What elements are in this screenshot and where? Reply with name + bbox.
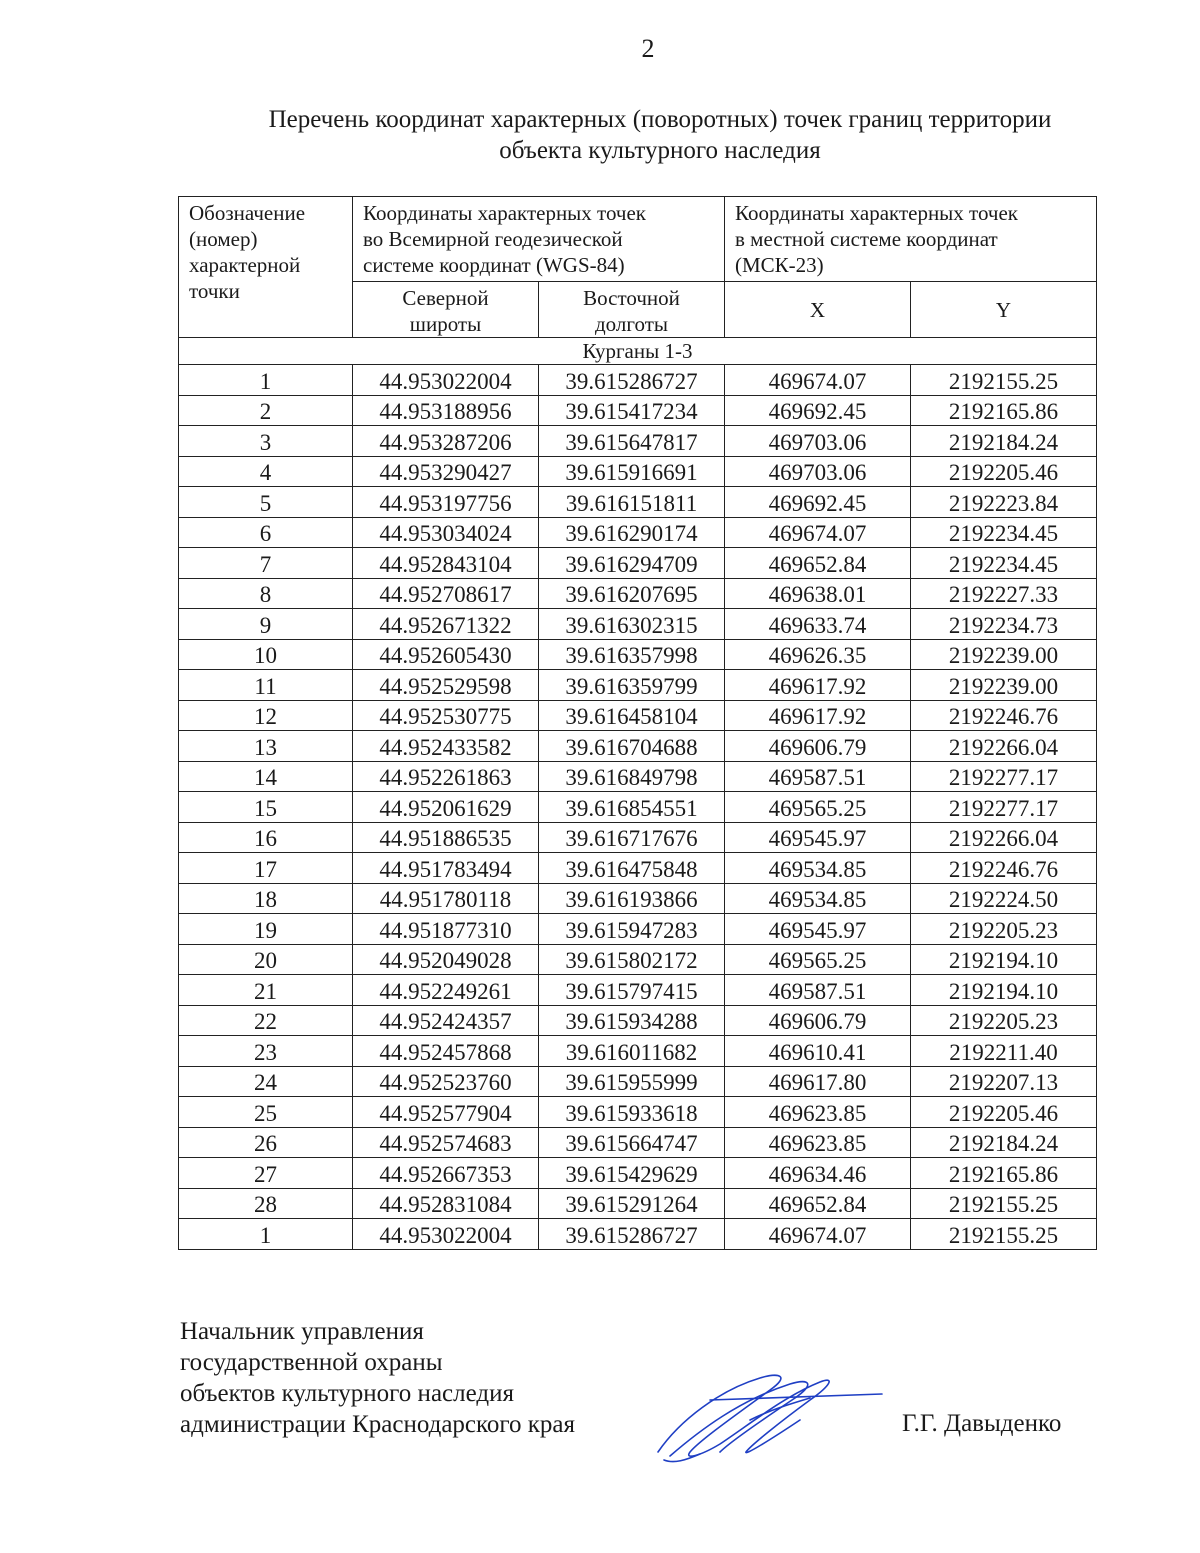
table-row bbox=[179, 1066, 1097, 1097]
table-row bbox=[179, 609, 1097, 640]
cell-x: 469617.80 bbox=[725, 1066, 911, 1097]
cell-north-latitude: 44.952667353 bbox=[353, 1158, 539, 1189]
document-title-line-1: Перечень координат характерных (поворотных) точек границ территории bbox=[268, 106, 1052, 133]
cell-y: 2192227.33 bbox=[911, 578, 1097, 609]
header-north-latitude: Северной широты bbox=[353, 282, 539, 338]
cell-y: 2192184.24 bbox=[911, 426, 1097, 457]
cell-point-number: 23 bbox=[179, 1036, 353, 1067]
cell-x: 469703.06 bbox=[725, 456, 911, 487]
cell-y: 2192277.17 bbox=[911, 761, 1097, 792]
cell-north-latitude: 44.952433582 bbox=[353, 731, 539, 762]
cell-y: 2192165.86 bbox=[911, 395, 1097, 426]
cell-x: 469623.85 bbox=[725, 1127, 911, 1158]
cell-x: 469634.46 bbox=[725, 1158, 911, 1189]
cell-x: 469534.85 bbox=[725, 853, 911, 884]
cell-point-number: 14 bbox=[179, 761, 353, 792]
cell-point-number: 15 bbox=[179, 792, 353, 823]
cell-point-number: 6 bbox=[179, 517, 353, 548]
table-row bbox=[179, 792, 1097, 823]
cell-north-latitude: 44.952530775 bbox=[353, 700, 539, 731]
cell-x: 469545.97 bbox=[725, 914, 911, 945]
table-row bbox=[179, 944, 1097, 975]
cell-point-number: 18 bbox=[179, 883, 353, 914]
cell-point-number: 4 bbox=[179, 456, 353, 487]
cell-x: 469587.51 bbox=[725, 761, 911, 792]
cell-y: 2192194.10 bbox=[911, 944, 1097, 975]
cell-north-latitude: 44.952424357 bbox=[353, 1005, 539, 1036]
table-row bbox=[179, 700, 1097, 731]
cell-north-latitude: 44.952577904 bbox=[353, 1097, 539, 1128]
cell-y: 2192234.45 bbox=[911, 517, 1097, 548]
cell-point-number: 5 bbox=[179, 487, 353, 518]
cell-north-latitude: 44.951783494 bbox=[353, 853, 539, 884]
cell-north-latitude: 44.952049028 bbox=[353, 944, 539, 975]
cell-north-latitude: 44.952831084 bbox=[353, 1188, 539, 1219]
header-wgs84-coordinates: Координаты характерных точек во Всемирной геодезической системе координат (WGS-84) bbox=[353, 197, 725, 282]
cell-y: 2192239.00 bbox=[911, 639, 1097, 670]
cell-north-latitude: 44.951780118 bbox=[353, 883, 539, 914]
cell-north-latitude: 44.952708617 bbox=[353, 578, 539, 609]
cell-y: 2192266.04 bbox=[911, 731, 1097, 762]
table-row bbox=[179, 395, 1097, 426]
cell-x: 469623.85 bbox=[725, 1097, 911, 1128]
cell-east-longitude: 39.615647817 bbox=[539, 426, 725, 457]
cell-x: 469674.07 bbox=[725, 517, 911, 548]
cell-point-number: 19 bbox=[179, 914, 353, 945]
cell-x: 469652.84 bbox=[725, 1188, 911, 1219]
cell-x: 469617.92 bbox=[725, 700, 911, 731]
cell-y: 2192205.23 bbox=[911, 1005, 1097, 1036]
table-row bbox=[179, 1127, 1097, 1158]
cell-north-latitude: 44.951886535 bbox=[353, 822, 539, 853]
cell-x: 469703.06 bbox=[725, 426, 911, 457]
cell-y: 2192234.73 bbox=[911, 609, 1097, 640]
cell-point-number: 1 bbox=[179, 365, 353, 396]
table-row bbox=[179, 853, 1097, 884]
header-y: Y bbox=[911, 282, 1097, 338]
cell-east-longitude: 39.616290174 bbox=[539, 517, 725, 548]
cell-north-latitude: 44.952457868 bbox=[353, 1036, 539, 1067]
header-msk23-coordinates: Координаты характерных точек в местной системе координат (МСК-23) bbox=[725, 197, 1097, 282]
cell-x: 469606.79 bbox=[725, 1005, 911, 1036]
cell-point-number: 25 bbox=[179, 1097, 353, 1128]
cell-y: 2192207.13 bbox=[911, 1066, 1097, 1097]
document-title-line-2: объекта культурного наследия bbox=[499, 137, 821, 164]
cell-point-number: 8 bbox=[179, 578, 353, 609]
header-point-designation: Обозначение (номер) характерной точки bbox=[179, 197, 353, 338]
cell-point-number: 3 bbox=[179, 426, 353, 457]
table-row bbox=[179, 517, 1097, 548]
cell-y: 2192239.00 bbox=[911, 670, 1097, 701]
cell-y: 2192194.10 bbox=[911, 975, 1097, 1006]
cell-east-longitude: 39.616717676 bbox=[539, 822, 725, 853]
cell-y: 2192184.24 bbox=[911, 1127, 1097, 1158]
cell-y: 2192266.04 bbox=[911, 822, 1097, 853]
cell-point-number: 12 bbox=[179, 700, 353, 731]
cell-y: 2192205.46 bbox=[911, 1097, 1097, 1128]
handwritten-signature bbox=[650, 1360, 890, 1470]
table-row bbox=[179, 487, 1097, 518]
cell-north-latitude: 44.953034024 bbox=[353, 517, 539, 548]
cell-east-longitude: 39.615291264 bbox=[539, 1188, 725, 1219]
signatory-position-line-2: государственной охраны bbox=[180, 1349, 443, 1376]
cell-x: 469638.01 bbox=[725, 578, 911, 609]
table-row bbox=[179, 456, 1097, 487]
table-row bbox=[179, 365, 1097, 396]
table-row bbox=[179, 1097, 1097, 1128]
header-east-longitude: Восточной долготы bbox=[539, 282, 725, 338]
cell-point-number: 13 bbox=[179, 731, 353, 762]
cell-x: 469617.92 bbox=[725, 670, 911, 701]
table-row bbox=[179, 914, 1097, 945]
cell-x: 469674.07 bbox=[725, 365, 911, 396]
table-row bbox=[179, 578, 1097, 609]
cell-east-longitude: 39.616849798 bbox=[539, 761, 725, 792]
document-title bbox=[120, 104, 1200, 166]
table-row bbox=[179, 670, 1097, 701]
cell-y: 2192155.25 bbox=[911, 1219, 1097, 1250]
page-number: 2 bbox=[641, 34, 655, 63]
cell-north-latitude: 44.953022004 bbox=[353, 1219, 539, 1250]
cell-north-latitude: 44.952671322 bbox=[353, 609, 539, 640]
cell-east-longitude: 39.615417234 bbox=[539, 395, 725, 426]
cell-y: 2192155.25 bbox=[911, 1188, 1097, 1219]
cell-x: 469692.45 bbox=[725, 487, 911, 518]
cell-east-longitude: 39.616193866 bbox=[539, 883, 725, 914]
table-row bbox=[179, 883, 1097, 914]
table-row bbox=[179, 1188, 1097, 1219]
cell-east-longitude: 39.615797415 bbox=[539, 975, 725, 1006]
cell-y: 2192223.84 bbox=[911, 487, 1097, 518]
cell-north-latitude: 44.951877310 bbox=[353, 914, 539, 945]
cell-point-number: 10 bbox=[179, 639, 353, 670]
cell-point-number: 27 bbox=[179, 1158, 353, 1189]
cell-east-longitude: 39.616458104 bbox=[539, 700, 725, 731]
cell-point-number: 16 bbox=[179, 822, 353, 853]
cell-east-longitude: 39.615286727 bbox=[539, 365, 725, 396]
cell-east-longitude: 39.615933618 bbox=[539, 1097, 725, 1128]
cell-y: 2192205.46 bbox=[911, 456, 1097, 487]
section-label: Курганы 1-3 bbox=[179, 338, 1097, 365]
cell-point-number: 21 bbox=[179, 975, 353, 1006]
cell-y: 2192211.40 bbox=[911, 1036, 1097, 1067]
cell-north-latitude: 44.953188956 bbox=[353, 395, 539, 426]
cell-east-longitude: 39.616854551 bbox=[539, 792, 725, 823]
cell-east-longitude: 39.616207695 bbox=[539, 578, 725, 609]
cell-x: 469534.85 bbox=[725, 883, 911, 914]
cell-north-latitude: 44.952605430 bbox=[353, 639, 539, 670]
table-row bbox=[179, 1158, 1097, 1189]
cell-point-number: 24 bbox=[179, 1066, 353, 1097]
cell-east-longitude: 39.616704688 bbox=[539, 731, 725, 762]
cell-y: 2192224.50 bbox=[911, 883, 1097, 914]
cell-x: 469565.25 bbox=[725, 792, 911, 823]
cell-east-longitude: 39.616475848 bbox=[539, 853, 725, 884]
table-row bbox=[179, 1005, 1097, 1036]
table-row bbox=[179, 761, 1097, 792]
cell-point-number: 20 bbox=[179, 944, 353, 975]
cell-y: 2192155.25 bbox=[911, 365, 1097, 396]
cell-east-longitude: 39.616151811 bbox=[539, 487, 725, 518]
table-header-row bbox=[179, 197, 1097, 282]
table-row bbox=[179, 426, 1097, 457]
signatory-position-line-1: Начальник управления bbox=[180, 1318, 424, 1345]
cell-x: 469545.97 bbox=[725, 822, 911, 853]
table-row bbox=[179, 1036, 1097, 1067]
cell-y: 2192234.45 bbox=[911, 548, 1097, 579]
cell-north-latitude: 44.952061629 bbox=[353, 792, 539, 823]
cell-y: 2192246.76 bbox=[911, 853, 1097, 884]
cell-point-number: 9 bbox=[179, 609, 353, 640]
table-row bbox=[179, 548, 1097, 579]
table-row bbox=[179, 975, 1097, 1006]
cell-north-latitude: 44.952523760 bbox=[353, 1066, 539, 1097]
cell-x: 469692.45 bbox=[725, 395, 911, 426]
cell-x: 469633.74 bbox=[725, 609, 911, 640]
signature-strokes bbox=[658, 1375, 882, 1461]
table-row bbox=[179, 731, 1097, 762]
table-row bbox=[179, 639, 1097, 670]
cell-east-longitude: 39.616359799 bbox=[539, 670, 725, 701]
cell-x: 469652.84 bbox=[725, 548, 911, 579]
cell-east-longitude: 39.615934288 bbox=[539, 1005, 725, 1036]
cell-point-number: 17 bbox=[179, 853, 353, 884]
section-row bbox=[179, 338, 1097, 365]
header-x: X bbox=[725, 282, 911, 338]
signatory-name: Г.Г. Давыденко bbox=[902, 1410, 1062, 1437]
table-row bbox=[179, 822, 1097, 853]
cell-y: 2192277.17 bbox=[911, 792, 1097, 823]
cell-east-longitude: 39.615947283 bbox=[539, 914, 725, 945]
cell-y: 2192246.76 bbox=[911, 700, 1097, 731]
cell-north-latitude: 44.952574683 bbox=[353, 1127, 539, 1158]
cell-point-number: 2 bbox=[179, 395, 353, 426]
cell-east-longitude: 39.616294709 bbox=[539, 548, 725, 579]
cell-x: 469626.35 bbox=[725, 639, 911, 670]
signatory-position-line-3: объектов культурного наследия bbox=[180, 1380, 514, 1407]
cell-north-latitude: 44.953290427 bbox=[353, 456, 539, 487]
cell-east-longitude: 39.615916691 bbox=[539, 456, 725, 487]
cell-north-latitude: 44.952261863 bbox=[353, 761, 539, 792]
cell-north-latitude: 44.952843104 bbox=[353, 548, 539, 579]
cell-point-number: 1 bbox=[179, 1219, 353, 1250]
cell-east-longitude: 39.616302315 bbox=[539, 609, 725, 640]
cell-north-latitude: 44.952249261 bbox=[353, 975, 539, 1006]
cell-y: 2192205.23 bbox=[911, 914, 1097, 945]
cell-east-longitude: 39.615429629 bbox=[539, 1158, 725, 1189]
cell-point-number: 11 bbox=[179, 670, 353, 701]
cell-x: 469606.79 bbox=[725, 731, 911, 762]
cell-point-number: 28 bbox=[179, 1188, 353, 1219]
cell-north-latitude: 44.953287206 bbox=[353, 426, 539, 457]
table-row bbox=[179, 1219, 1097, 1250]
cell-point-number: 26 bbox=[179, 1127, 353, 1158]
signatory-position-line-4: администрации Краснодарского края bbox=[180, 1411, 576, 1438]
table-body bbox=[179, 338, 1097, 1250]
cell-x: 469674.07 bbox=[725, 1219, 911, 1250]
cell-x: 469565.25 bbox=[725, 944, 911, 975]
cell-east-longitude: 39.615955999 bbox=[539, 1066, 725, 1097]
cell-east-longitude: 39.616011682 bbox=[539, 1036, 725, 1067]
cell-north-latitude: 44.952529598 bbox=[353, 670, 539, 701]
cell-east-longitude: 39.616357998 bbox=[539, 639, 725, 670]
cell-north-latitude: 44.953022004 bbox=[353, 365, 539, 396]
coordinates-table bbox=[178, 196, 1097, 1250]
cell-point-number: 22 bbox=[179, 1005, 353, 1036]
cell-point-number: 7 bbox=[179, 548, 353, 579]
cell-north-latitude: 44.953197756 bbox=[353, 487, 539, 518]
cell-east-longitude: 39.615802172 bbox=[539, 944, 725, 975]
cell-east-longitude: 39.615664747 bbox=[539, 1127, 725, 1158]
cell-y: 2192165.86 bbox=[911, 1158, 1097, 1189]
cell-east-longitude: 39.615286727 bbox=[539, 1219, 725, 1250]
signatory-position bbox=[180, 1316, 575, 1440]
cell-x: 469610.41 bbox=[725, 1036, 911, 1067]
cell-x: 469587.51 bbox=[725, 975, 911, 1006]
